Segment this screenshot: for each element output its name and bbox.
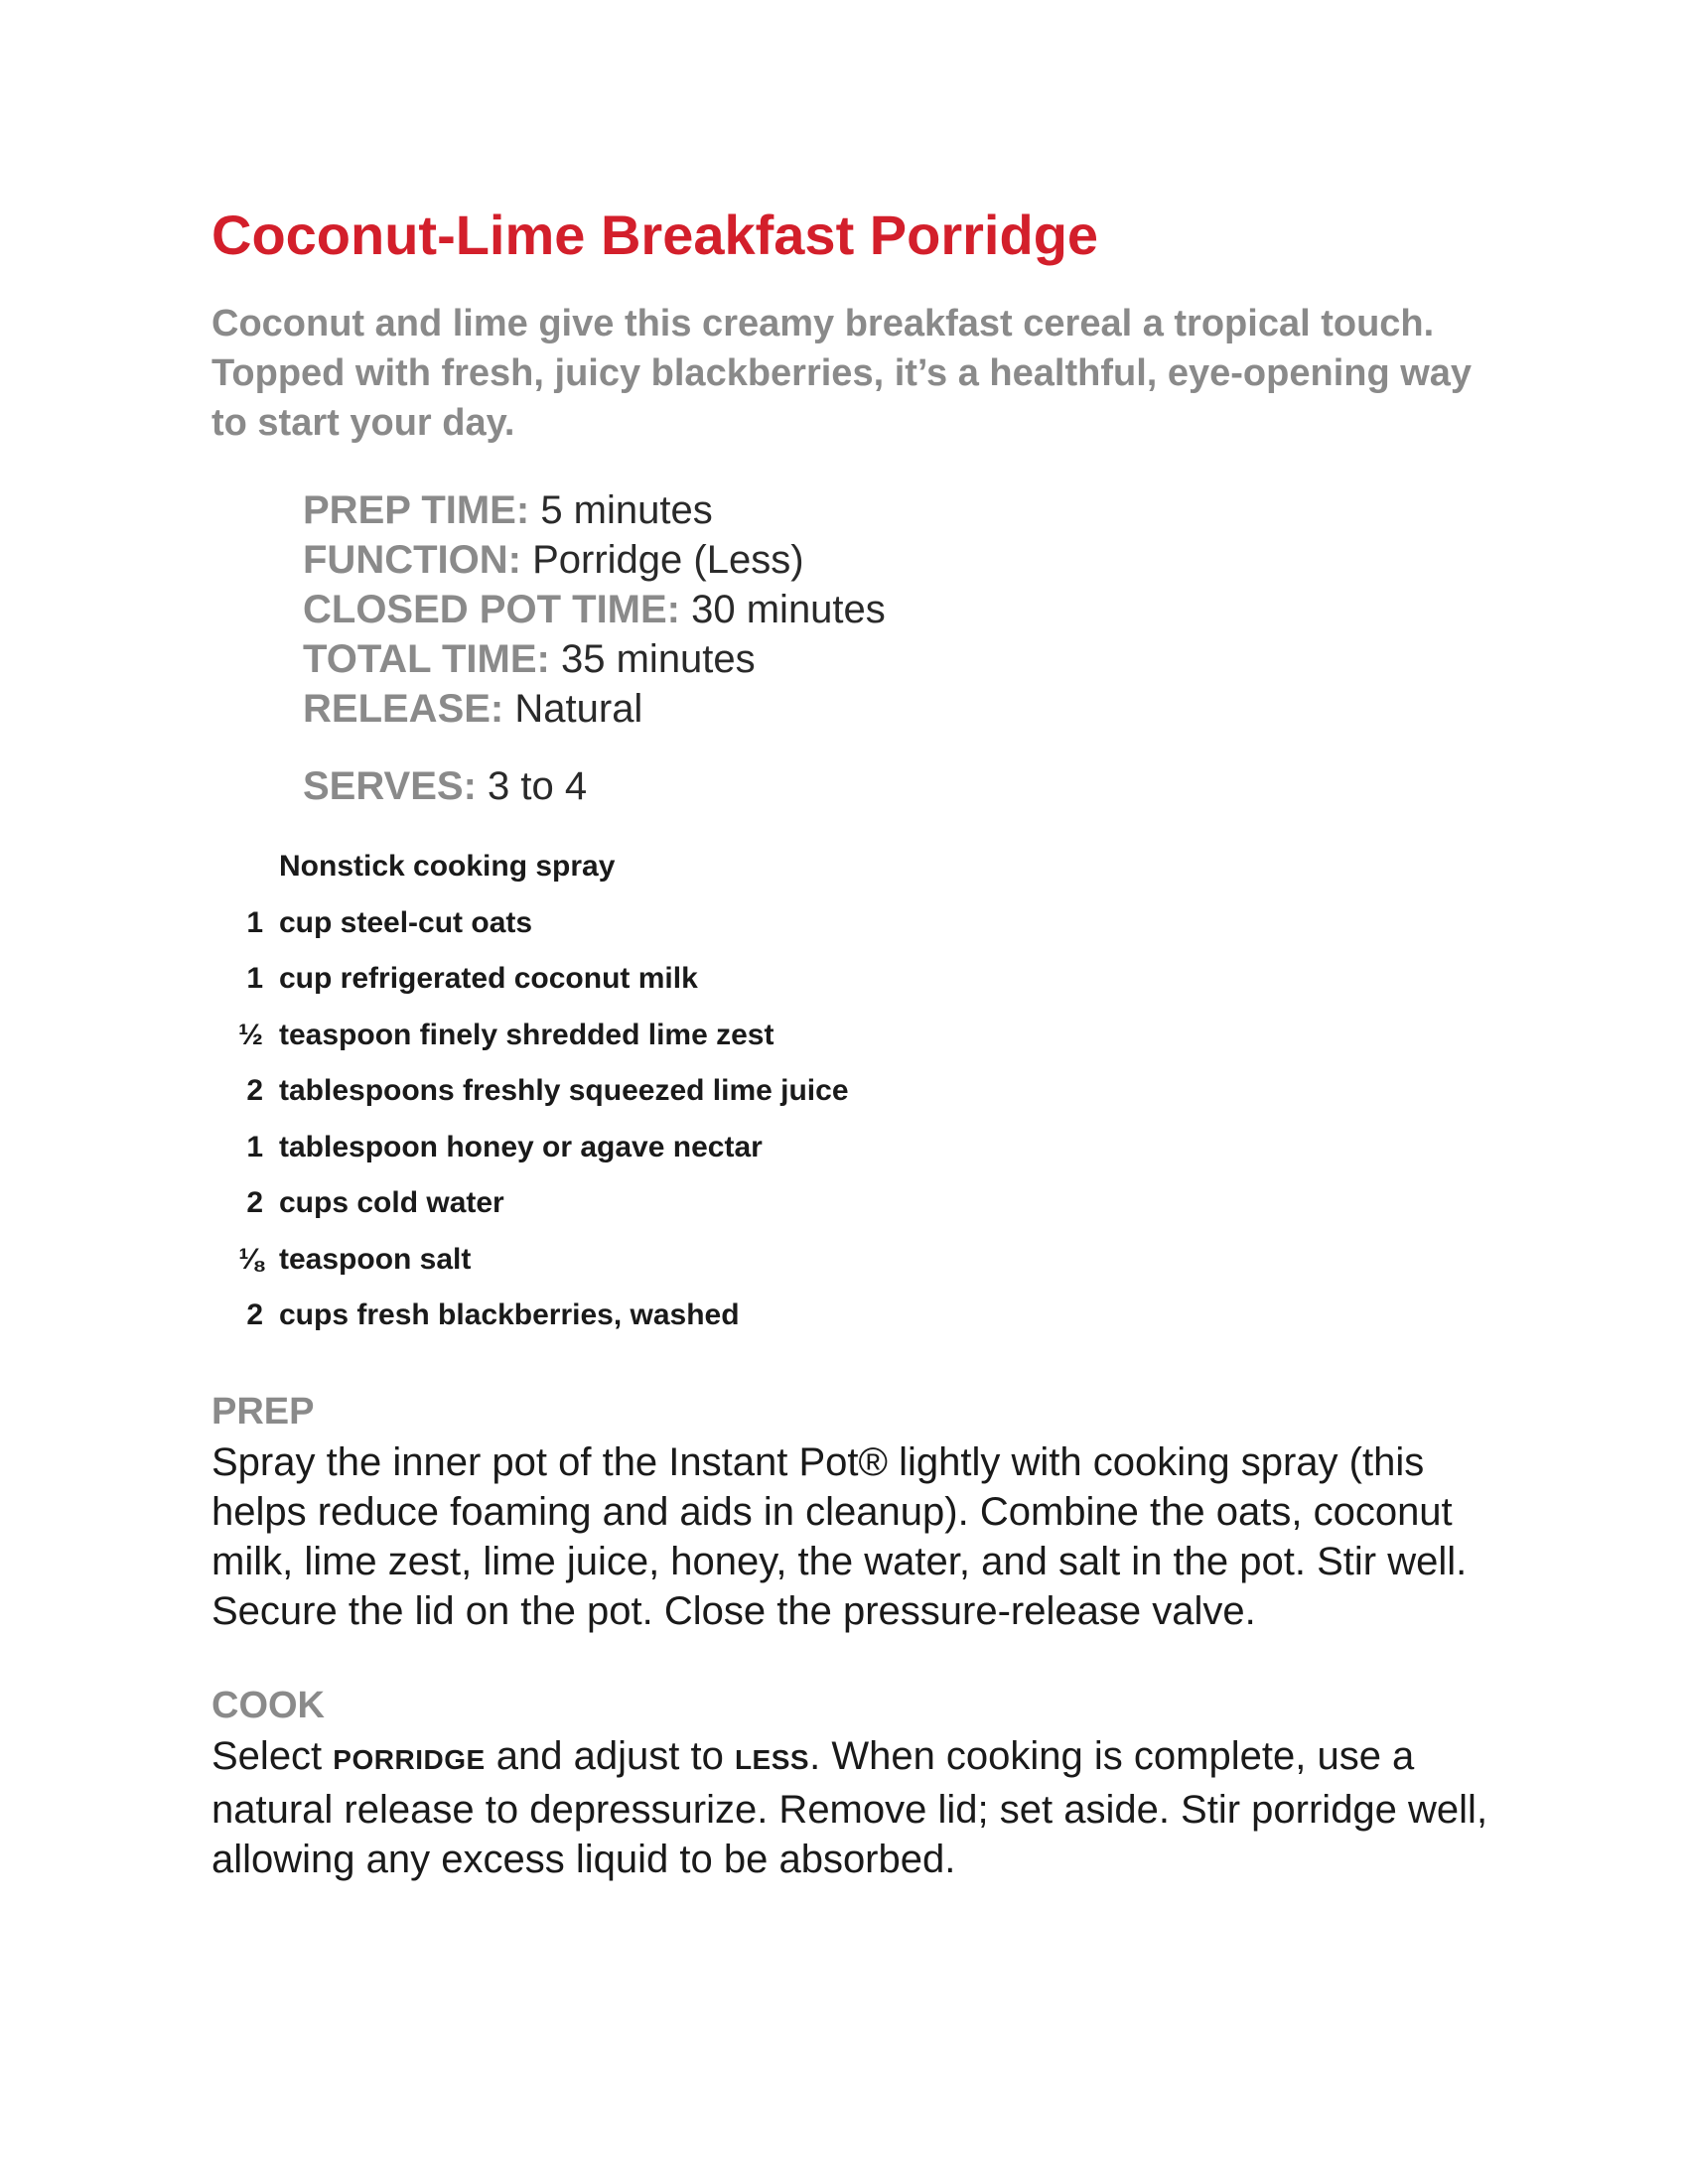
ingredient-text: teaspoon salt <box>279 1242 472 1276</box>
ingredient-text: Nonstick cooking spray <box>279 850 616 883</box>
cook-body-part: and adjust to <box>485 1733 735 1778</box>
recipe-title: Coconut-Lime Breakfast Porridge <box>211 204 1099 266</box>
total-time-row <box>303 634 1502 684</box>
total-time-value: 35 minutes <box>561 637 756 681</box>
ingredient-item <box>211 1175 1502 1232</box>
release-value: Natural <box>514 687 643 731</box>
serves-label: SERVES: <box>303 764 477 808</box>
ingredient-text: teaspoon finely shredded lime zest <box>279 1018 774 1051</box>
ingredient-item <box>211 1120 1502 1176</box>
ingredient-item <box>211 1063 1502 1120</box>
ingredient-item <box>211 1232 1502 1289</box>
cook-body-part: Select <box>211 1733 334 1778</box>
less-keyword: LESS <box>734 1743 810 1775</box>
ingredient-text: tablespoons freshly squeezed lime juice <box>279 1074 849 1107</box>
ingredient-quantity: ½ <box>237 1018 263 1051</box>
serves-row <box>303 761 1502 811</box>
ingredient-quantity: ⅛ <box>237 1242 263 1276</box>
ingredient-item <box>211 1288 1502 1344</box>
ingredient-quantity: 2 <box>246 1298 263 1331</box>
ingredient-text: cup refrigerated coconut milk <box>279 962 698 995</box>
prep-time-row <box>303 485 1502 535</box>
serves-value: 3 to 4 <box>488 764 588 808</box>
cook-body <box>211 1731 1502 1884</box>
closed-pot-time-row <box>303 585 1502 634</box>
prep-time-label: PREP TIME: <box>303 488 530 532</box>
closed-pot-time-label: CLOSED POT TIME: <box>303 588 680 631</box>
prep-time-value: 5 minutes <box>540 488 713 532</box>
ingredient-text: cups cold water <box>279 1186 504 1219</box>
ingredient-list <box>211 839 1502 1344</box>
release-label: RELEASE: <box>303 687 504 731</box>
ingredient-quantity: 1 <box>246 905 263 939</box>
function-label: FUNCTION: <box>303 538 521 582</box>
closed-pot-time-value: 30 minutes <box>691 588 886 631</box>
ingredient-text: cup steel-cut oats <box>279 905 533 939</box>
recipe-page <box>211 204 1502 1884</box>
prep-body: Spray the inner pot of the Instant Pot® lightly with cooking spray (this helps reduce foaming and aids in cleanup). Combine the oats, coconut milk, lime zest, lime juice, honey, the water, and salt in the pot. Stir well. Secure the lid on the pot. Close the pressure-release valve. <box>211 1439 1468 1633</box>
ingredient-item <box>211 895 1502 952</box>
total-time-label: TOTAL TIME: <box>303 637 550 681</box>
recipe-meta <box>303 485 1502 811</box>
ingredient-item <box>211 1008 1502 1064</box>
prep-heading: PREP <box>211 1390 315 1433</box>
function-row <box>303 535 1502 585</box>
recipe-intro: Coconut and lime give this creamy breakfast cereal a tropical touch. Topped with fresh, juicy blackberries, it’s a healthful, eye-opening way to start your day. <box>211 303 1473 444</box>
cook-section <box>211 1682 1502 1884</box>
ingredient-quantity: 2 <box>246 1186 263 1219</box>
cook-body-part: . When cooking is complete, use a natural release to depressurize. Remove lid; set aside. Stir porridge well, allowing any excess liquid to be absorbed. <box>211 1733 1488 1881</box>
porridge-keyword: PORRIDGE <box>333 1743 486 1775</box>
ingredient-text: tablespoon honey or agave nectar <box>279 1130 763 1163</box>
ingredient-quantity: 2 <box>246 1074 263 1107</box>
cook-heading: COOK <box>211 1684 325 1726</box>
ingredient-quantity: 1 <box>246 962 263 995</box>
ingredient-text: cups fresh blackberries, washed <box>279 1298 740 1331</box>
release-row <box>303 684 1502 734</box>
function-value: Porridge (Less) <box>532 538 804 582</box>
prep-section <box>211 1388 1502 1636</box>
ingredient-item <box>211 951 1502 1008</box>
ingredient-quantity: 1 <box>246 1130 263 1163</box>
ingredient-item <box>211 839 1502 895</box>
